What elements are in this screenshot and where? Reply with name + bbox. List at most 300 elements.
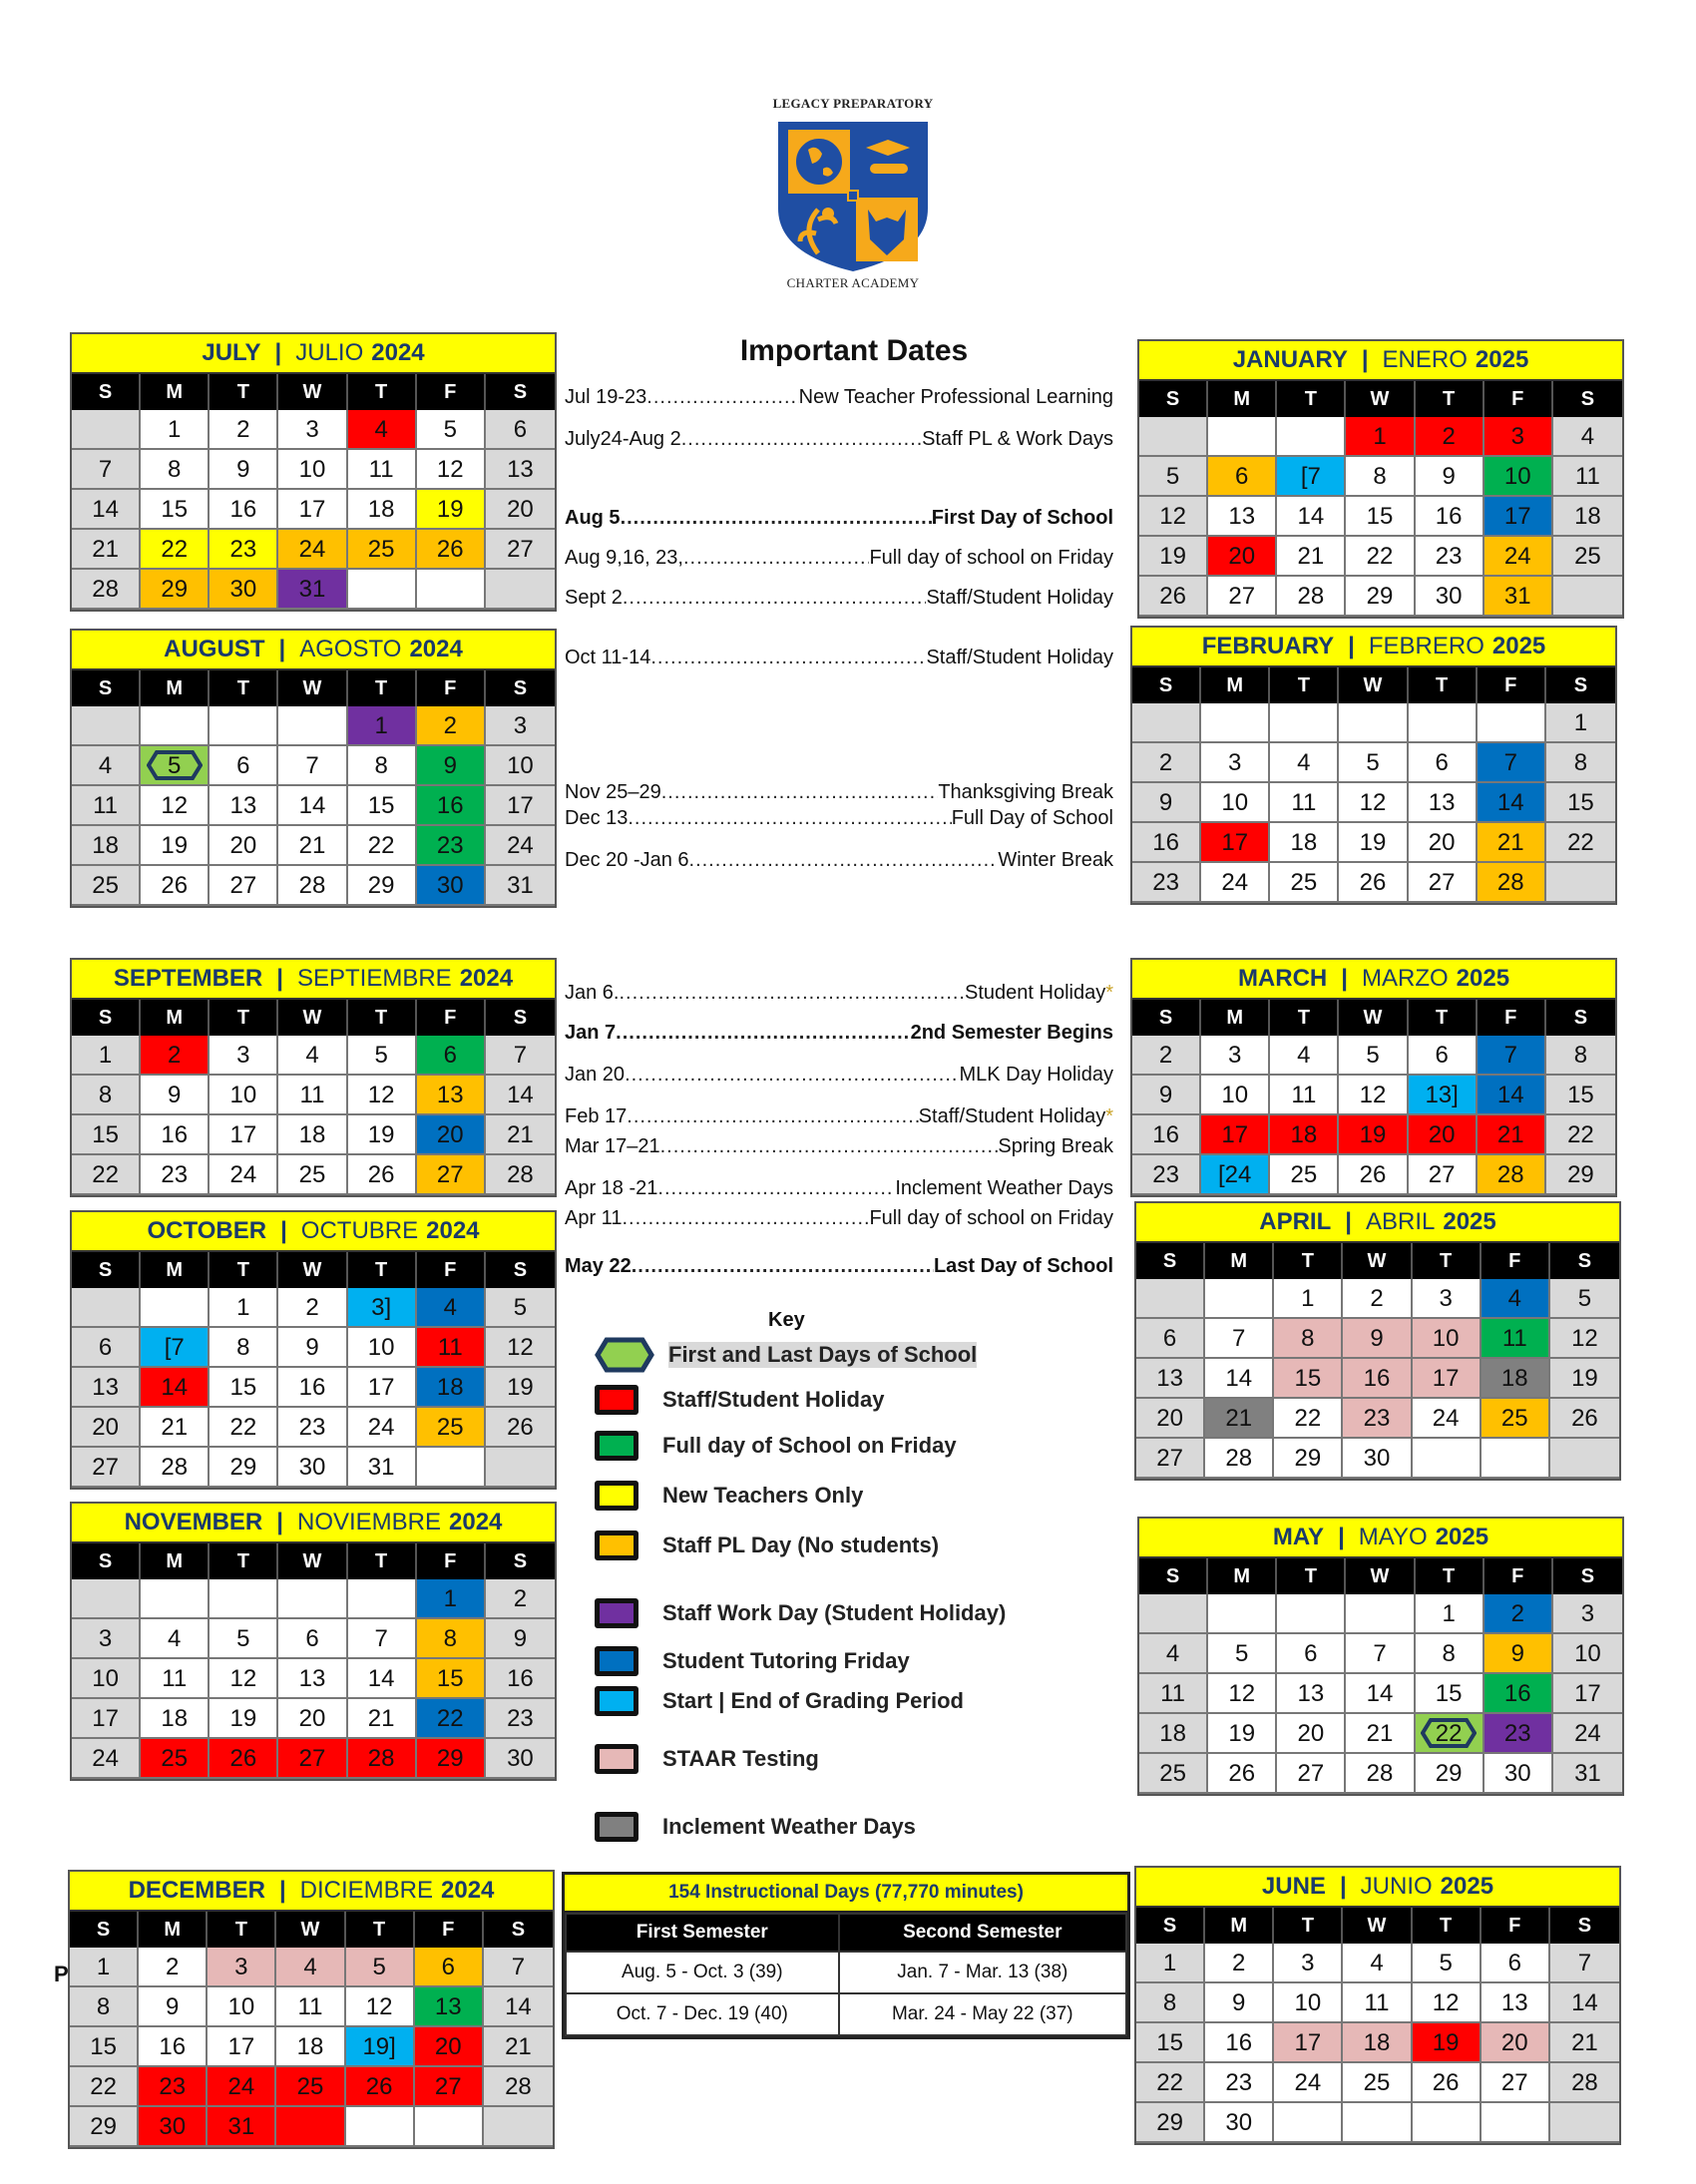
empty-day-cell xyxy=(1201,703,1270,743)
day-number: 3 xyxy=(1510,423,1524,450)
day-cell xyxy=(1482,1983,1550,2023)
day-number: 9 xyxy=(1232,1989,1246,2016)
day-cell xyxy=(1346,1714,1415,1754)
day-number: 30 xyxy=(159,2113,187,2140)
day-cell xyxy=(72,1659,141,1699)
day-cell xyxy=(1416,457,1484,497)
day-cell xyxy=(348,1328,417,1368)
day-number: 13 xyxy=(92,1374,119,1401)
day-number: 15 xyxy=(436,1665,464,1692)
day-cell xyxy=(1270,1115,1339,1155)
day-number: 16 xyxy=(159,2033,187,2060)
day-number: 22 xyxy=(367,832,395,859)
day-number: 7 xyxy=(1503,749,1517,776)
semester-period: Jan. 7 - Mar. 13 (38) xyxy=(839,1952,1126,1993)
asterisk-note: * xyxy=(1105,1105,1113,1127)
weekday-label: T xyxy=(1277,1558,1346,1594)
day-cell xyxy=(1339,863,1408,903)
day-number: 20 xyxy=(1228,543,1256,570)
weekday-header-row xyxy=(1139,381,1622,417)
day-number: 22 xyxy=(1567,829,1594,856)
day-number: 29 xyxy=(1435,1760,1463,1787)
calendar-jul xyxy=(70,332,557,612)
weekday-header-row xyxy=(70,1912,553,1948)
day-number: 2 xyxy=(1232,1950,1246,1976)
day-cell xyxy=(72,1699,141,1739)
day-cell xyxy=(484,1987,553,2027)
day-number: 19 xyxy=(1228,1720,1256,1747)
day-cell xyxy=(1416,1714,1484,1754)
key-label: Start | End of Grading Period xyxy=(662,1688,964,1713)
day-number: 11 xyxy=(1160,1680,1186,1707)
weekday-label: S xyxy=(1136,1908,1205,1944)
day-number: 22 xyxy=(92,1161,119,1188)
empty-day-cell xyxy=(1208,1594,1277,1634)
title-divider: | xyxy=(276,965,283,992)
day-cell xyxy=(72,450,141,490)
day-cell xyxy=(1205,2063,1274,2103)
weekday-label: S xyxy=(72,1000,141,1036)
day-number: 17 xyxy=(1574,1680,1601,1707)
day-number: 26 xyxy=(436,536,464,563)
day-cell xyxy=(1553,497,1622,537)
month-title xyxy=(72,960,555,1000)
month-name-es: SEPTIEMBRE xyxy=(296,965,452,992)
weekday-label: S xyxy=(513,1550,528,1572)
day-cell xyxy=(417,1408,486,1448)
title-divider: | xyxy=(276,1509,283,1535)
day-number: 25 xyxy=(161,1745,189,1772)
day-grid xyxy=(1136,1279,1619,1479)
calendar-sep xyxy=(70,958,557,1197)
day-cell xyxy=(1553,457,1622,497)
day-number: 19 xyxy=(367,1121,395,1148)
day-cell xyxy=(70,2107,139,2147)
day-number: 12 xyxy=(1432,1989,1460,2016)
day-cell xyxy=(1277,497,1346,537)
day-cell xyxy=(276,1948,345,1987)
day-number: 15 xyxy=(90,2033,117,2060)
day-cell xyxy=(278,1115,347,1155)
month-year: 2024 xyxy=(441,1877,495,1904)
day-cell xyxy=(1343,1279,1412,1319)
day-cell xyxy=(1201,863,1270,903)
day-cell xyxy=(1482,1399,1550,1439)
day-number: 30 xyxy=(1435,583,1463,610)
day-number: 10 xyxy=(507,752,534,779)
event-label: First Day of School xyxy=(931,507,1113,529)
empty-day-cell xyxy=(210,1579,278,1619)
day-cell xyxy=(1274,1439,1343,1479)
key-item xyxy=(595,1646,910,1676)
weekday-label: T xyxy=(348,374,417,410)
day-number: 28 xyxy=(1496,1161,1524,1188)
weekday-label: S xyxy=(1577,1250,1592,1272)
day-cell xyxy=(1346,497,1415,537)
title-divider: | xyxy=(1339,1873,1347,1900)
empty-day-cell xyxy=(1277,1594,1346,1634)
day-cell xyxy=(486,1579,555,1619)
day-number: 12 xyxy=(507,1334,534,1361)
day-number: 21 xyxy=(298,832,326,859)
month-name-en: JUNE xyxy=(1261,1873,1326,1900)
day-number: 16 xyxy=(1503,1680,1531,1707)
day-number: 23 xyxy=(1503,1720,1531,1747)
month-year: 2024 xyxy=(449,1509,503,1535)
day-cell xyxy=(348,746,417,786)
day-number: 28 xyxy=(367,1745,395,1772)
day-number: 31 xyxy=(227,2113,255,2140)
day-cell xyxy=(1346,1754,1415,1794)
important-date-item xyxy=(565,1105,1113,1128)
day-cell xyxy=(1413,1983,1482,2023)
day-cell xyxy=(278,1328,347,1368)
day-cell xyxy=(1205,2103,1274,2143)
day-cell xyxy=(415,2027,484,2067)
day-cell xyxy=(139,1948,208,1987)
weekday-label: F xyxy=(417,374,486,410)
weekday-label: F xyxy=(417,1543,486,1579)
weekday-label: T xyxy=(210,1543,278,1579)
day-cell xyxy=(72,1115,141,1155)
day-number: 8 xyxy=(443,1625,457,1652)
day-cell xyxy=(1270,743,1339,783)
color-swatch xyxy=(595,1686,638,1716)
day-number: 27 xyxy=(1500,2069,1528,2096)
day-cell xyxy=(1546,743,1615,783)
day-cell xyxy=(1343,1439,1412,1479)
day-cell xyxy=(1346,537,1415,577)
day-number: 2 xyxy=(1158,749,1173,776)
day-number: 11 xyxy=(1364,1989,1390,2016)
day-cell xyxy=(1208,537,1277,577)
day-number: 7 xyxy=(511,1954,526,1980)
day-cell xyxy=(1484,1634,1553,1674)
day-cell xyxy=(210,1076,278,1115)
day-number: 14 xyxy=(1297,503,1325,530)
calendar-mar xyxy=(1130,958,1617,1197)
weekday-label: S xyxy=(72,670,141,706)
day-grid xyxy=(1136,1944,1619,2143)
day-number: 17 xyxy=(92,1705,119,1732)
day-number: 7 xyxy=(305,752,319,779)
day-cell xyxy=(1132,1155,1201,1195)
month-title xyxy=(72,1212,555,1252)
weekday-label: M xyxy=(141,374,210,410)
day-cell xyxy=(417,1619,486,1659)
day-number: 29 xyxy=(1366,583,1394,610)
day-number: 28 xyxy=(298,872,326,899)
day-number: 14 xyxy=(505,1993,532,2020)
day-cell xyxy=(210,490,278,530)
weekday-label: T xyxy=(1413,1243,1482,1279)
day-number: 11 xyxy=(368,456,394,483)
empty-day-cell xyxy=(141,1288,210,1328)
important-date-item xyxy=(565,781,1113,804)
day-number: 10 xyxy=(1221,1082,1249,1108)
day-number: 2 xyxy=(1158,1042,1173,1069)
day-cell xyxy=(278,826,347,866)
day-cell xyxy=(348,1155,417,1195)
day-cell xyxy=(210,1036,278,1076)
weekday-label: W xyxy=(1346,381,1415,417)
day-number: 6 xyxy=(441,1954,455,1980)
weekday-label: F xyxy=(1478,667,1546,703)
day-number: 28 xyxy=(507,1161,534,1188)
day-cell xyxy=(417,1368,486,1408)
day-number: 15 xyxy=(1156,2029,1183,2056)
day-cell xyxy=(141,1328,210,1368)
day-cell xyxy=(1482,1944,1550,1983)
day-number: 11 xyxy=(162,1665,188,1692)
month-title xyxy=(70,1872,553,1912)
day-cell xyxy=(1484,1594,1553,1634)
day-number: 8 xyxy=(1573,749,1588,776)
day-cell xyxy=(417,450,486,490)
day-number: 15 xyxy=(1567,789,1594,816)
weekday-label: T xyxy=(1274,1243,1343,1279)
important-date-item xyxy=(565,1135,1113,1158)
empty-day-cell xyxy=(72,706,141,746)
day-cell xyxy=(210,826,278,866)
day-number: 27 xyxy=(1428,1161,1456,1188)
day-number: 25 xyxy=(1363,2069,1391,2096)
day-cell xyxy=(1132,783,1201,823)
key-label: Staff PL Day (No students) xyxy=(662,1532,940,1557)
month-name-es: MAYO xyxy=(1358,1524,1428,1550)
day-cell xyxy=(1132,823,1201,863)
day-number: 26 xyxy=(365,2073,393,2100)
day-number: 12 xyxy=(436,456,464,483)
title-divider: | xyxy=(280,1217,287,1244)
day-grid xyxy=(1139,1594,1622,1794)
day-cell xyxy=(1482,1359,1550,1399)
day-cell xyxy=(1478,1155,1546,1195)
weekday-label: T xyxy=(210,1252,278,1288)
hexagon-swatch-icon xyxy=(595,1337,654,1373)
day-number: 8 xyxy=(1442,1640,1456,1667)
day-cell xyxy=(417,826,486,866)
day-number: 23 xyxy=(1152,869,1179,896)
day-number: 20 xyxy=(92,1414,119,1441)
key-label: First and Last Days of School xyxy=(668,1342,978,1367)
month-name-es: MARZO xyxy=(1361,965,1449,992)
important-date-item xyxy=(565,1255,1113,1278)
empty-day-cell xyxy=(486,1448,555,1488)
important-date-item xyxy=(565,982,1113,1005)
day-number: 21 xyxy=(1496,1121,1524,1148)
day-number: 24 xyxy=(1294,2069,1322,2096)
day-cell xyxy=(348,1288,417,1328)
day-number: 12 xyxy=(1359,1082,1387,1108)
day-cell xyxy=(1553,537,1622,577)
key-item xyxy=(595,1385,884,1415)
day-cell xyxy=(210,746,278,786)
event-label: MLK Day Holiday xyxy=(959,1064,1113,1086)
day-cell xyxy=(1478,743,1546,783)
day-number: 28 xyxy=(1297,583,1325,610)
day-cell xyxy=(417,746,486,786)
day-number: 14 xyxy=(1225,1365,1253,1392)
day-number: 18 xyxy=(92,832,119,859)
day-number: 3 xyxy=(1301,1950,1315,1976)
day-cell xyxy=(1136,1439,1205,1479)
leader-dots xyxy=(681,428,922,451)
day-number: 29 xyxy=(1156,2109,1183,2136)
event-label: Student Holiday xyxy=(965,982,1106,1004)
empty-day-cell xyxy=(348,1579,417,1619)
day-number: 23 xyxy=(159,2073,187,2100)
day-cell xyxy=(1416,1674,1484,1714)
leader-dots xyxy=(628,807,951,830)
day-cell xyxy=(72,530,141,570)
day-cell xyxy=(141,1155,210,1195)
important-date-item xyxy=(565,587,1113,610)
day-cell xyxy=(1409,743,1478,783)
day-cell xyxy=(486,866,555,906)
weekday-label: S xyxy=(1139,1558,1208,1594)
day-number: 28 xyxy=(1366,1760,1394,1787)
day-cell xyxy=(1550,1983,1619,2023)
day-number: 9 xyxy=(513,1625,528,1652)
day-cell xyxy=(141,1739,210,1779)
day-number: 2 xyxy=(236,416,250,443)
month-name-es: ABRIL xyxy=(1365,1208,1436,1235)
day-cell xyxy=(1132,863,1201,903)
day-number: 22 xyxy=(1435,1720,1463,1747)
day-number: 27 xyxy=(434,2073,462,2100)
day-number: 11 xyxy=(297,1993,323,2020)
day-cell xyxy=(1409,1115,1478,1155)
day-grid xyxy=(70,1948,553,2147)
day-cell xyxy=(278,410,347,450)
day-number: 5 xyxy=(1439,1950,1453,1976)
empty-day-cell xyxy=(1482,2103,1550,2143)
day-number: 24 xyxy=(507,832,534,859)
day-cell xyxy=(1484,1714,1553,1754)
day-number: 1 xyxy=(374,712,388,739)
day-number: [7 xyxy=(1300,463,1321,490)
key-item xyxy=(595,1530,939,1560)
day-number: 1 xyxy=(168,416,182,443)
day-number: 19 xyxy=(1159,543,1186,570)
day-cell xyxy=(348,866,417,906)
important-date-item xyxy=(565,1207,1113,1230)
calendar-jun xyxy=(1134,1866,1621,2145)
day-number: 22 xyxy=(1156,2069,1183,2096)
empty-day-cell xyxy=(72,1288,141,1328)
day-cell xyxy=(1553,1674,1622,1714)
empty-day-cell xyxy=(1550,2103,1619,2143)
weekday-label: M xyxy=(1205,1243,1274,1279)
day-number: 3 xyxy=(1439,1285,1453,1312)
day-number: 13 xyxy=(1500,1989,1528,2016)
empty-day-cell xyxy=(141,706,210,746)
day-cell xyxy=(486,786,555,826)
leader-dots xyxy=(660,1135,999,1158)
event-date: Feb 17 xyxy=(565,1105,628,1127)
day-number: 30 xyxy=(1363,1445,1391,1472)
day-cell xyxy=(486,1076,555,1115)
empty-day-cell xyxy=(1136,1279,1205,1319)
day-number: 7 xyxy=(1577,1950,1592,1976)
day-number: 22 xyxy=(1567,1121,1594,1148)
day-cell xyxy=(1413,2063,1482,2103)
color-swatch xyxy=(595,1744,638,1774)
weekday-label: T xyxy=(210,374,278,410)
leader-dots xyxy=(619,982,965,1005)
day-cell xyxy=(348,1408,417,1448)
day-cell xyxy=(348,826,417,866)
day-cell xyxy=(417,410,486,450)
day-number: [7 xyxy=(164,1334,185,1361)
day-cell xyxy=(1413,1399,1482,1439)
day-number: 24 xyxy=(1432,1405,1460,1432)
key-item xyxy=(595,1337,977,1373)
empty-day-cell xyxy=(484,2107,553,2147)
day-number: 31 xyxy=(1503,583,1531,610)
asterisk-note: * xyxy=(1105,982,1113,1004)
day-cell xyxy=(278,1408,347,1448)
day-number: 16 xyxy=(1152,1121,1179,1148)
day-number: 5 xyxy=(1366,749,1380,776)
day-cell xyxy=(210,1288,278,1328)
day-cell xyxy=(210,1328,278,1368)
day-cell xyxy=(1478,1115,1546,1155)
weekday-label: T xyxy=(1416,1558,1484,1594)
day-number: [24 xyxy=(1218,1161,1252,1188)
day-number: 18 xyxy=(1290,1121,1318,1148)
crest-icon xyxy=(768,114,938,273)
day-number: 26 xyxy=(1571,1405,1598,1432)
day-cell xyxy=(417,1288,486,1328)
key-label: STAAR Testing xyxy=(662,1746,819,1771)
weekday-label: S xyxy=(513,1259,528,1281)
event-label: Full day of school on Friday xyxy=(869,1207,1113,1229)
empty-day-cell xyxy=(1343,2103,1412,2143)
day-cell xyxy=(1339,783,1408,823)
day-number: 8 xyxy=(236,1334,250,1361)
day-cell xyxy=(1478,1076,1546,1115)
month-name-en: JANUARY xyxy=(1232,346,1348,373)
weekday-label: S xyxy=(1573,1007,1588,1029)
day-number: 9 xyxy=(1510,1640,1524,1667)
weekday-label: T xyxy=(1409,1000,1478,1036)
day-cell xyxy=(1482,1279,1550,1319)
weekday-label: M xyxy=(139,1912,208,1948)
day-cell xyxy=(72,1076,141,1115)
day-cell xyxy=(486,746,555,786)
day-cell xyxy=(72,1408,141,1448)
day-cell xyxy=(278,450,347,490)
day-number: 19 xyxy=(1359,1121,1387,1148)
day-cell xyxy=(278,1619,347,1659)
weekday-header-row xyxy=(1139,1558,1622,1594)
day-cell xyxy=(484,2067,553,2107)
day-cell xyxy=(1409,1155,1478,1195)
weekday-label: T xyxy=(348,1000,417,1036)
day-number: 13] xyxy=(1425,1082,1459,1108)
day-cell xyxy=(1343,1359,1412,1399)
day-number: 22 xyxy=(90,2073,117,2100)
day-number: 4 xyxy=(1297,1042,1311,1069)
day-cell xyxy=(486,706,555,746)
day-cell xyxy=(141,1115,210,1155)
calendar-nov xyxy=(70,1502,557,1781)
day-number: 9 xyxy=(168,1082,182,1108)
title-divider: | xyxy=(1348,633,1355,659)
day-number: 25 xyxy=(1290,869,1318,896)
